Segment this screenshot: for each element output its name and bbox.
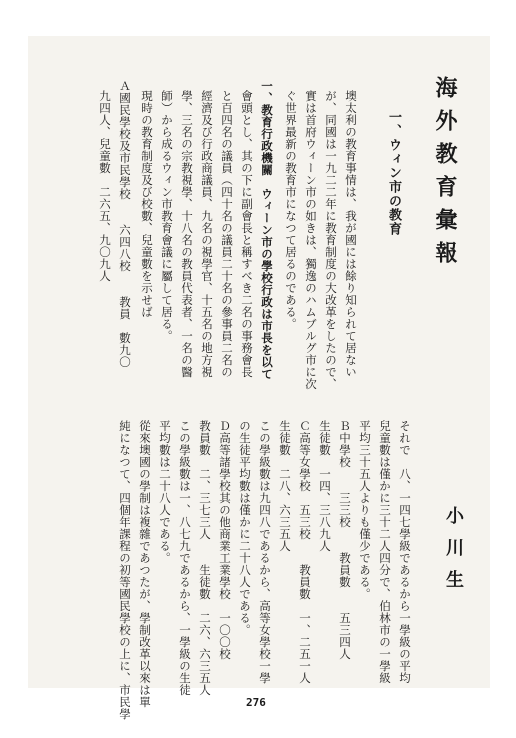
- text-column: Ａ國民學校及市民學校 六四八校 教員 數九〇: [118, 80, 132, 368]
- text-column: Ｂ中學校 三三校 教員數 五三四人: [338, 420, 352, 660]
- text-column: 平均數は二十八人である。: [158, 420, 172, 564]
- text-column: 兒童數は僅かに三十二人四分で、伯林市の一學級: [378, 420, 392, 684]
- text-column: 生徒數 二八、六三五人: [278, 420, 292, 552]
- text-column: Ｄ高等諸學校其の他商業工業學校 一〇〇校: [218, 420, 232, 660]
- text-column: 九四人、兒童數 二六五、九〇九人: [98, 90, 112, 282]
- text-column: 經濟及び行政商議員、九名の視學官、十五名の地方視: [200, 90, 214, 378]
- text-column: と百四名の議員（四十名の議員二十名の參事員二名の: [220, 90, 234, 378]
- text-column: 實は首府ウィーン市の如きは、獨逸のハムブルグ市に次: [304, 90, 318, 390]
- text-column: それで 八、一四七學級であるから一學級の平均: [398, 420, 412, 684]
- author-name: 小川生: [443, 506, 464, 602]
- page-title: 海外教育彙報: [432, 76, 458, 274]
- text-column: ぐ世界最新の教育市になつて居るのである。: [284, 90, 298, 330]
- text-column: 會頭とし、其の下に副會長と稱すべき二名の事務會長: [240, 90, 254, 378]
- text-column: の生徒平均數は僅かに二十八人である。: [238, 420, 252, 636]
- text-column: この學級數は一、八七九であるから、一學級の生徒: [178, 420, 192, 696]
- page-number: 276: [246, 696, 266, 709]
- text-column: Ｃ高等女學校 五三校 教員數 一、二五一人: [298, 420, 312, 684]
- text-column: この學級數は九四八であるから、高等女學校一學: [258, 420, 272, 684]
- text-column: 平均三十五人よりも僅少である。: [358, 420, 372, 600]
- text-column: 師）から成るウィン市教育會議に屬して居る。: [160, 90, 174, 342]
- text-column: 墺太利の教育事情は、我が國には餘り知られて居ない: [344, 90, 358, 378]
- text-column: 純になつて、四個年課程の初等國民學校の上に、市民學: [118, 420, 132, 720]
- text-column: 現時の教育制度及び校數、兒童數を示せば: [140, 90, 154, 318]
- text-column: 學、三名の宗教視學、十八名の教員代表者、一名の醫: [180, 90, 194, 378]
- text-column: 教員數 二、三七三人 生徒數 二六、六三五人: [198, 420, 212, 696]
- text-column: 一、教育行政機關 ウィーン市の學校行政は市長を以て: [260, 80, 274, 380]
- text-column: 從來墺國の學制は複雜であつたが、學制改革以來は單: [138, 420, 152, 708]
- text-column: 生徒數 一四、三八九人: [318, 420, 332, 552]
- section-heading: 一、ウィン市の教育: [386, 110, 401, 236]
- text-column: が、同國は一九二二年に教育制度の大改革をしたので、: [324, 90, 338, 390]
